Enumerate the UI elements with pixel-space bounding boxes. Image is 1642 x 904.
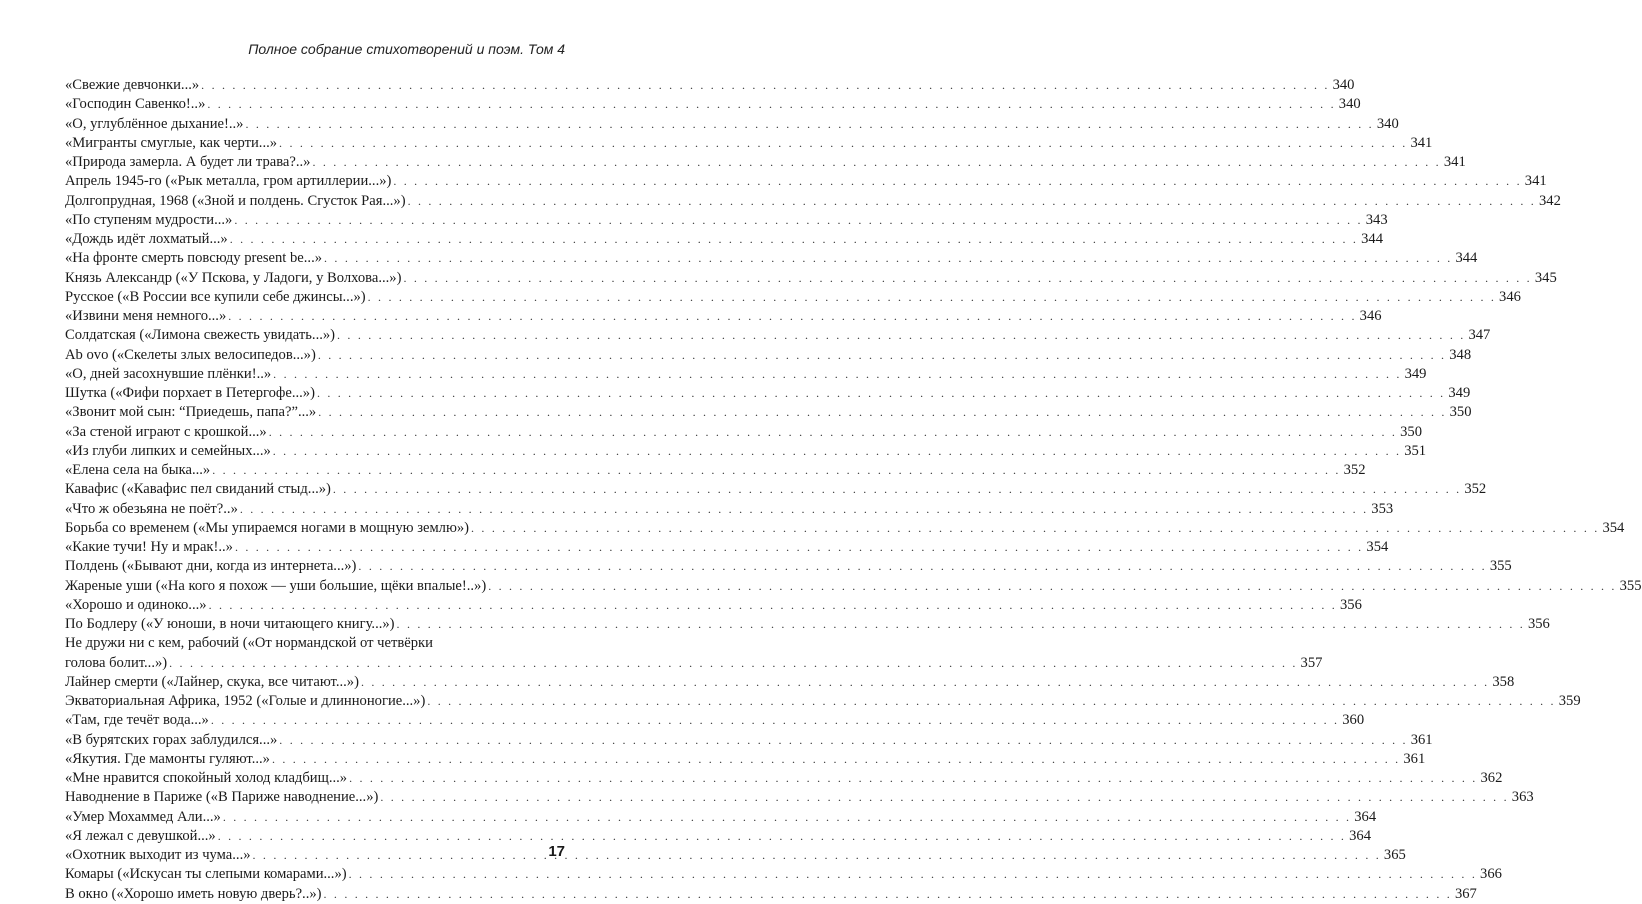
toc-entry-title: Наводнение в Париже («В Париже наводнение...») bbox=[65, 789, 379, 806]
toc-entry bbox=[65, 885, 1477, 904]
toc-entry-page: 342 bbox=[1539, 192, 1561, 209]
toc-entry-title: Долгопрудная, 1968 («Зной и полдень. Сгусток Рая...») bbox=[65, 192, 406, 209]
toc-entry-page: 341 bbox=[1443, 154, 1466, 170]
toc-entry-page: 347 bbox=[1468, 327, 1491, 344]
table-of-contents bbox=[65, 76, 1642, 904]
toc-entry bbox=[65, 769, 1503, 788]
toc-entry bbox=[65, 230, 1384, 249]
dot-leader bbox=[393, 172, 1521, 191]
page-number: 17 bbox=[548, 843, 565, 860]
toc-entry bbox=[65, 326, 1491, 345]
toc-entry bbox=[65, 654, 1323, 673]
toc-entry-title: «О, дней засохнувшие плёнки!..» bbox=[65, 365, 272, 382]
dot-leader bbox=[212, 461, 1340, 480]
toc-entry-title: «Там, где течёт вода...» bbox=[65, 712, 209, 729]
toc-entry bbox=[65, 442, 1427, 461]
toc-entry bbox=[65, 76, 1355, 95]
toc-entry-page: 352 bbox=[1343, 462, 1366, 478]
toc-entry-page: 346 bbox=[1499, 288, 1521, 305]
toc-entry-title: «Какие тучи! Ну и мрак!..» bbox=[65, 539, 233, 555]
toc-entry-title: Кавафис («Кавафис пел свиданий стыд...») bbox=[65, 481, 331, 498]
toc-entry-page: 352 bbox=[1464, 481, 1487, 498]
dot-leader bbox=[318, 403, 1446, 422]
toc-entry-title: Лайнер смерти («Лайнер, скука, все читают...») bbox=[65, 673, 359, 690]
toc-entry bbox=[65, 673, 1515, 692]
toc-entry bbox=[65, 788, 1534, 807]
toc-entry-page: 340 bbox=[1376, 115, 1399, 132]
toc-entry bbox=[65, 115, 1399, 134]
toc-entry-page: 353 bbox=[1371, 500, 1394, 517]
toc-entry bbox=[65, 307, 1382, 326]
toc-entry-title: «Хорошо и одиноко...» bbox=[65, 596, 207, 613]
toc-entry-page: 354 bbox=[1366, 539, 1389, 555]
toc-entry-page: 340 bbox=[1338, 96, 1361, 113]
toc-entry-page: 348 bbox=[1449, 346, 1472, 363]
toc-entry-title: голова болит...») bbox=[65, 654, 168, 671]
dot-leader bbox=[324, 885, 1452, 904]
toc-entry bbox=[65, 288, 1521, 307]
dot-leader bbox=[223, 808, 1351, 827]
toc-entry-title: В окно («Хорошо иметь новую дверь?..») bbox=[65, 885, 322, 902]
toc-entry bbox=[65, 480, 1487, 499]
toc-entry bbox=[65, 711, 1365, 730]
toc-entry bbox=[65, 346, 1472, 365]
dot-leader bbox=[349, 769, 1477, 788]
dot-leader bbox=[240, 500, 1368, 519]
toc-entry-title: «О, углублённое дыхание!..» bbox=[65, 115, 244, 132]
dot-leader bbox=[273, 365, 1401, 384]
toc-entry bbox=[65, 269, 1557, 288]
toc-entry-title: «Природа замерла. А будет ли трава?..» bbox=[65, 154, 311, 170]
toc-entry-title: По Бодлеру («У юноши, в ночи читающего книгу...») bbox=[65, 616, 395, 632]
dot-leader bbox=[361, 673, 1489, 692]
toc-entry-page: 351 bbox=[1404, 442, 1427, 459]
dot-leader bbox=[209, 596, 1337, 615]
toc-entry-page: 363 bbox=[1511, 789, 1534, 806]
dot-leader bbox=[337, 326, 1465, 345]
toc-entry bbox=[65, 519, 1625, 538]
toc-entry-page: 367 bbox=[1454, 885, 1477, 902]
toc-entry-page: 344 bbox=[1361, 231, 1384, 247]
dot-leader bbox=[408, 192, 1536, 211]
dot-leader bbox=[358, 557, 1486, 576]
toc-entry-page: 350 bbox=[1449, 404, 1472, 421]
toc-entry-title: «Господин Савенко!..» bbox=[65, 96, 206, 113]
toc-entry-title: «За стеной играют с крошкой...» bbox=[65, 423, 267, 440]
toc-entry-page: 340 bbox=[1332, 77, 1355, 93]
toc-entry-title: «Якутия. Где мамонты гуляют...» bbox=[65, 750, 270, 767]
toc-entry bbox=[65, 249, 1478, 268]
toc-entry-title: Не дружи ни с кем, рабочий («От нормандской от четвёрки bbox=[65, 635, 433, 652]
dot-leader bbox=[380, 788, 1508, 807]
toc-entry-title: Апрель 1945-го («Рык металла, гром артиллерии...») bbox=[65, 173, 392, 190]
toc-entry-title: «Охотник выходит из чума...» bbox=[65, 847, 251, 863]
toc-entry bbox=[65, 95, 1361, 114]
dot-leader bbox=[201, 76, 1329, 95]
toc-entry-title: «В бурятских горах заблудился...» bbox=[65, 731, 278, 748]
toc-entry-page: 364 bbox=[1354, 808, 1377, 825]
toc-entry bbox=[65, 192, 1561, 211]
dot-leader bbox=[471, 519, 1599, 538]
toc-entry-title: Солдатская («Лимона свежесть увидать...») bbox=[65, 327, 336, 344]
dot-leader bbox=[368, 288, 1496, 307]
toc-entry-page: 343 bbox=[1365, 211, 1388, 228]
dot-leader bbox=[427, 692, 1555, 711]
toc-entry-title: «На фронте смерть повсюду present be...» bbox=[65, 250, 323, 267]
toc-entry-title: «Что ж обезьяна не поёт?..» bbox=[65, 500, 238, 517]
dot-leader bbox=[317, 384, 1445, 403]
running-header: Полное собрание стихотворений и поэм. Том 4 bbox=[248, 41, 565, 57]
toc-entry bbox=[65, 538, 1389, 557]
dot-leader bbox=[279, 731, 1407, 750]
toc-entry bbox=[65, 750, 1426, 769]
toc-entry-title: «Елена села на быка...» bbox=[65, 462, 211, 478]
toc-entry-title: «Дождь идёт лохматый...» bbox=[65, 231, 228, 247]
toc-entry-page: 359 bbox=[1558, 693, 1581, 709]
toc-entry-title: Полдень («Бывают дни, когда из интернета...») bbox=[65, 558, 357, 575]
toc-entry-page: 356 bbox=[1527, 616, 1550, 632]
toc-entry bbox=[65, 500, 1394, 519]
dot-leader bbox=[397, 615, 1525, 634]
dot-leader bbox=[235, 538, 1363, 557]
toc-entry-title: «Умер Мохаммед Али...» bbox=[65, 808, 221, 825]
toc-entry bbox=[65, 461, 1366, 480]
toc-entry-title: Борьба со временем («Мы упираемся ногами в мощную землю») bbox=[65, 519, 470, 536]
toc-entry-page: 349 bbox=[1404, 365, 1427, 382]
toc-entry bbox=[65, 692, 1581, 711]
dot-leader bbox=[272, 750, 1400, 769]
toc-entry bbox=[65, 596, 1362, 615]
toc-entry bbox=[65, 384, 1471, 403]
toc-entry bbox=[65, 615, 1550, 634]
toc-entry-title: «Звонит мой сын: “Приедешь, папа?”...» bbox=[65, 404, 317, 421]
toc-entry bbox=[65, 808, 1377, 827]
toc-entry-title: «Мигранты смуглые, как черти...» bbox=[65, 134, 278, 151]
dot-leader bbox=[488, 577, 1616, 596]
toc-entry-page: 346 bbox=[1359, 308, 1382, 324]
toc-entry-title: «По ступеням мудрости...» bbox=[65, 211, 233, 228]
toc-entry-title: Ab ovo («Скелеты злых велосипедов...») bbox=[65, 346, 316, 363]
toc-entry-title: Комары («Искусан ты слепыми комарами...») bbox=[65, 866, 347, 883]
toc-entry-title: Князь Александр («У Пскова, у Ладоги, у Волхова...») bbox=[65, 269, 402, 286]
toc-entry-page: 345 bbox=[1534, 269, 1557, 286]
toc-entry-title: «Извини меня немного...» bbox=[65, 308, 227, 324]
toc-entry-title: «Из глуби липких и семейных...» bbox=[65, 442, 271, 459]
toc-entry bbox=[65, 153, 1466, 172]
toc-entry bbox=[65, 211, 1388, 230]
toc-entry bbox=[65, 865, 1502, 884]
toc-entry bbox=[65, 731, 1433, 750]
dot-leader bbox=[318, 346, 1446, 365]
dot-leader bbox=[211, 711, 1339, 730]
toc-entry-title: «Мне нравится спокойный холод кладбищ...» bbox=[65, 770, 348, 786]
dot-leader bbox=[273, 442, 1401, 461]
toc-entry-page: 344 bbox=[1455, 250, 1478, 267]
toc-entry bbox=[65, 172, 1547, 191]
toc-entry bbox=[65, 557, 1512, 576]
dot-leader bbox=[245, 115, 1373, 134]
toc-entry-page: 362 bbox=[1480, 770, 1503, 786]
dot-leader bbox=[169, 654, 1297, 673]
toc-entry-page: 365 bbox=[1383, 847, 1406, 863]
toc-entry-page: 341 bbox=[1524, 173, 1547, 190]
toc-entry-title: Жареные уши («На кого я похож — уши большие, щёки впалые!..») bbox=[65, 577, 487, 594]
dot-leader bbox=[230, 230, 1358, 249]
toc-entry-page: 357 bbox=[1300, 654, 1323, 671]
toc-entry-title: Экваториальная Африка, 1952 («Голые и длинноногие...») bbox=[65, 693, 426, 709]
toc-entry-page: 360 bbox=[1342, 712, 1365, 729]
toc-entry bbox=[65, 365, 1427, 384]
dot-leader bbox=[324, 249, 1452, 268]
toc-entry-page: 358 bbox=[1492, 673, 1515, 690]
toc-entry bbox=[65, 134, 1433, 153]
dot-leader bbox=[269, 423, 1397, 442]
toc-entry-page: 356 bbox=[1339, 596, 1362, 613]
toc-entry-page: 341 bbox=[1410, 134, 1433, 151]
toc-entry bbox=[65, 577, 1642, 596]
toc-entry-page: 355 bbox=[1619, 577, 1642, 594]
toc-entry-page: 349 bbox=[1448, 385, 1471, 401]
toc-entry bbox=[65, 403, 1472, 422]
dot-leader bbox=[207, 95, 1335, 114]
toc-entry-title: «Я лежал с девушкой...» bbox=[65, 827, 216, 844]
toc-entry-page: 354 bbox=[1602, 519, 1625, 536]
dot-leader bbox=[333, 480, 1461, 499]
toc-entry-page: 364 bbox=[1349, 827, 1372, 844]
toc-entry-page: 350 bbox=[1400, 423, 1422, 440]
toc-entry-page: 355 bbox=[1489, 558, 1512, 575]
toc-entry-page: 366 bbox=[1480, 866, 1502, 883]
dot-leader bbox=[228, 307, 1356, 326]
dot-leader bbox=[234, 211, 1362, 230]
dot-leader bbox=[349, 865, 1477, 884]
toc-entry-title: «Свежие девчонки...» bbox=[65, 77, 200, 93]
toc-entry bbox=[65, 423, 1422, 442]
dot-leader bbox=[403, 269, 1531, 288]
dot-leader bbox=[279, 134, 1407, 153]
toc-entry bbox=[65, 634, 568, 653]
dot-leader bbox=[312, 153, 1440, 172]
toc-entry-title: Русское («В России все купили себе джинсы...») bbox=[65, 288, 366, 305]
toc-entry-title: Шутка («Фифи порхает в Петергофе...») bbox=[65, 385, 315, 401]
toc-entry-page: 361 bbox=[1403, 750, 1426, 767]
toc-entry-page: 361 bbox=[1410, 731, 1433, 748]
